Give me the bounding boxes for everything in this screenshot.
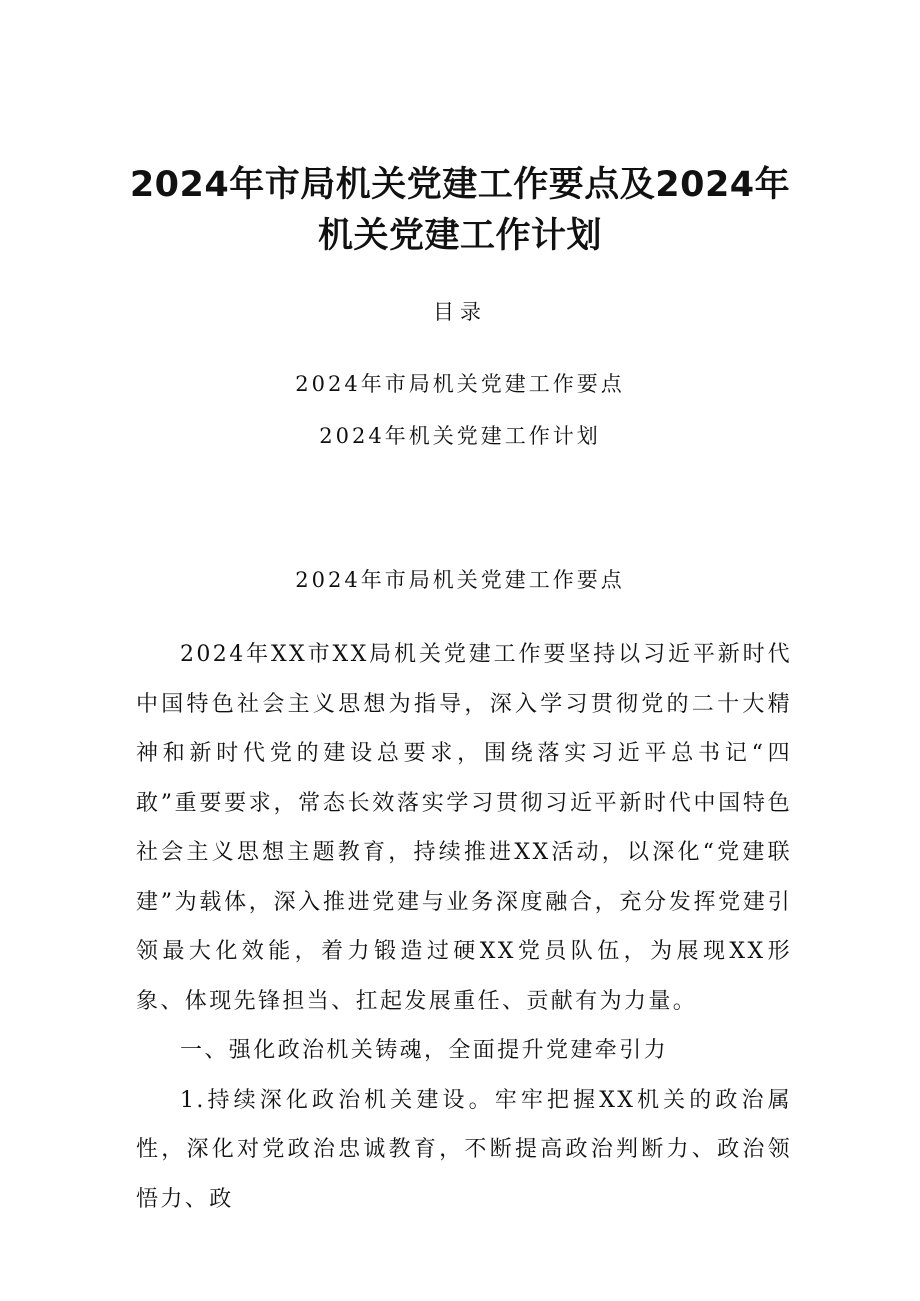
toc-heading: 目录 (433, 300, 487, 324)
body-paragraph: 1.持续深化政治机关建设。牢牢把握XX机关的政治属性，深化对党政治忠诚教育，不断提高政治判断力、政治领悟力、政 (136, 1087, 792, 1212)
section-heading: 2024年市局机关党建工作要点 (295, 568, 625, 592)
subsection-heading: 一、强化政治机关铸魂，全面提升党建牵引力 (180, 1038, 669, 1063)
table-of-contents (0, 370, 920, 474)
toc-item[interactable]: 2024年机关党建工作计划 (319, 424, 601, 448)
document-title: 2024年市局机关党建工作要点及2024年机关党建工作计划 (129, 165, 791, 256)
intro-paragraph: 2024年XX市XX局机关党建工作要坚持以习近平新时代中国特色社会主义思想为指导，深入学习贯彻党的二十大精神和新时代党的建设总要求，围绕落实习近平总书记“四敢”重要要求，常态长效落实学习贯彻习近平新时代中国特色社会主义思想主题教育，持续推进XX活动，以深化“党建联建”为载体，深入推进党建与业务深度融合，充分发挥党建引领最大化效能，着力锻造过硬XX党员队伍，为展现XX形象、体现先锋担当、扛起发展重任、贡献有为力量。 (136, 642, 792, 1014)
document-body (136, 630, 792, 1224)
toc-item[interactable]: 2024年市局机关党建工作要点 (295, 372, 625, 396)
